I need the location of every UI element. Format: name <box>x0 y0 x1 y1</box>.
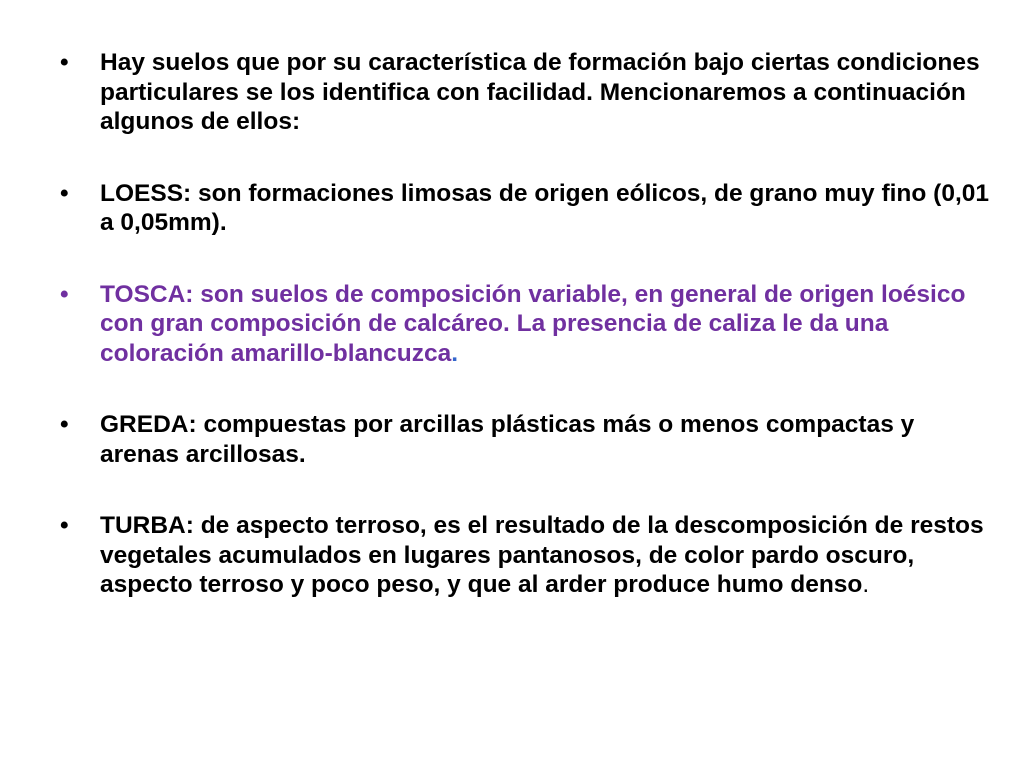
bullet-end-tosca: . <box>451 339 459 367</box>
bullet-text-intro: Hay suelos que por su característica de formación bajo ciertas condiciones particulares se los identifica con facilidad. Mencionaremos a continuación algunos de ellos: <box>100 49 980 135</box>
bullet-item-intro <box>60 48 994 137</box>
bullet-icon: • <box>60 512 69 539</box>
bullet-item-tosca <box>60 280 994 369</box>
bullet-item-turba <box>60 511 994 600</box>
bullet-item-loess <box>60 179 994 238</box>
bullet-text-turba: TURBA: de aspecto terroso, es el resultado de la descomposición de restos vegetales acumulados en lugares pantanosos, de color pardo oscuro, aspecto terroso y poco peso, y que al arder produce humo denso <box>100 512 984 598</box>
bullet-icon: • <box>60 280 69 308</box>
bullet-end-turba: . <box>862 571 870 598</box>
bullet-list <box>60 48 994 600</box>
bullet-text-tosca: TOSCA: son suelos de composición variable, en general de origen loésico con gran composición de calcáreo. La presencia de caliza le da una coloración amarillo-blancuzca <box>100 280 966 367</box>
bullet-icon: • <box>60 49 69 76</box>
bullet-item-greda <box>60 410 994 469</box>
bullet-icon: • <box>60 179 69 207</box>
bullet-icon: • <box>60 411 69 438</box>
bullet-text-loess: LOESS: son formaciones limosas de origen eólicos, de grano muy fino (0,01 a 0,05mm). <box>100 179 990 236</box>
bullet-text-greda: GREDA: compuestas por arcillas plásticas más o menos compactas y arenas arcillosas. <box>100 411 915 468</box>
